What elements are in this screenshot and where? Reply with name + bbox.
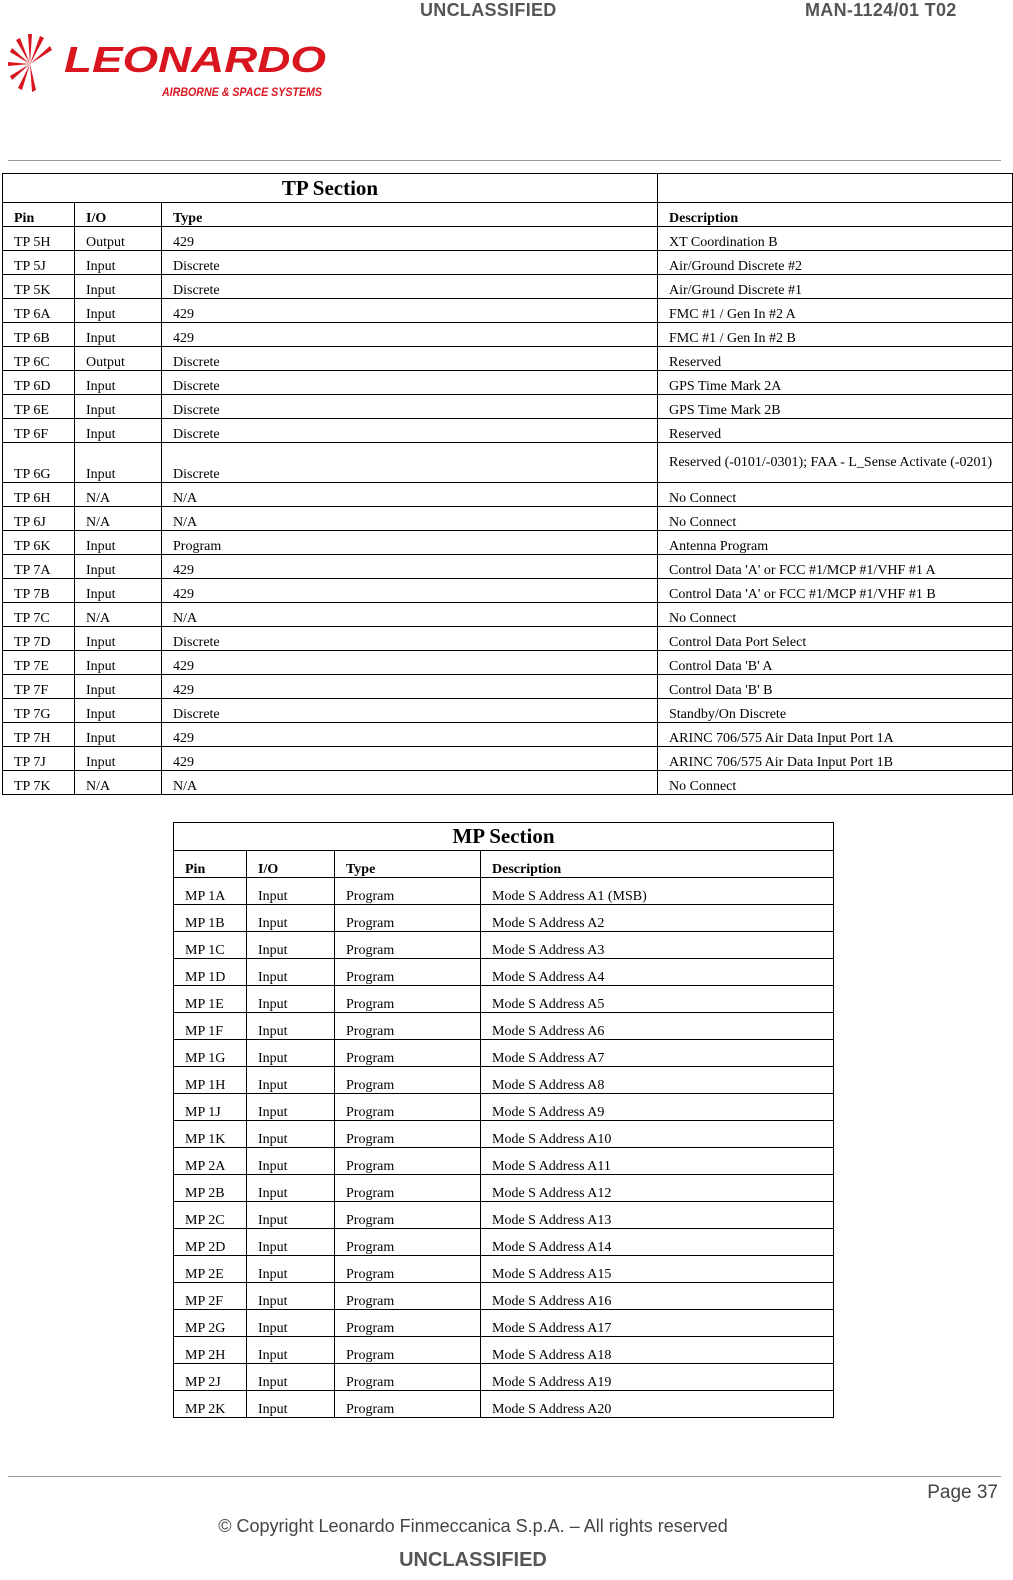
table-row bbox=[174, 959, 834, 986]
table-row bbox=[3, 771, 1013, 795]
copyright-notice: © Copyright Leonardo Finmeccanica S.p.A. – All rights reserved bbox=[218, 1516, 728, 1536]
tp-cell-pin: TP 7C bbox=[3, 603, 75, 627]
mp-cell-pin: MP 1J bbox=[174, 1094, 247, 1121]
mp-cell-description: Mode S Address A6 bbox=[481, 1013, 834, 1040]
tp-cell-io: Input bbox=[75, 419, 162, 443]
table-row bbox=[174, 1283, 834, 1310]
tp-cell-description: Control Data 'A' or FCC #1/MCP #1/VHF #1 A bbox=[658, 555, 1013, 579]
table-row bbox=[174, 1391, 834, 1418]
page-number: Page 37 bbox=[927, 1482, 998, 1503]
tp-cell-io: N/A bbox=[75, 771, 162, 795]
mp-cell-description: Mode S Address A1 (MSB) bbox=[481, 878, 834, 905]
mp-cell-pin: MP 1D bbox=[174, 959, 247, 986]
mp-cell-pin: MP 1E bbox=[174, 986, 247, 1013]
mp-cell-pin: MP 1K bbox=[174, 1121, 247, 1148]
table-row bbox=[3, 675, 1013, 699]
tp-cell-type: Discrete bbox=[162, 443, 658, 483]
mp-cell-type: Program bbox=[335, 1148, 481, 1175]
mp-cell-io: Input bbox=[247, 1121, 335, 1148]
mp-cell-io: Input bbox=[247, 1040, 335, 1067]
mp-cell-pin: MP 2H bbox=[174, 1337, 247, 1364]
header-document-number: MAN-1124/01 T02 bbox=[805, 0, 957, 20]
table-row bbox=[3, 299, 1013, 323]
tp-cell-pin: TP 6A bbox=[3, 299, 75, 323]
tp-title-blank-cell bbox=[658, 174, 1013, 203]
tp-cell-type: 429 bbox=[162, 579, 658, 603]
tp-cell-io: N/A bbox=[75, 483, 162, 507]
tp-cell-type: Discrete bbox=[162, 627, 658, 651]
mp-cell-io: Input bbox=[247, 1364, 335, 1391]
mp-cell-pin: MP 2F bbox=[174, 1283, 247, 1310]
tp-cell-type: Discrete bbox=[162, 419, 658, 443]
tp-cell-io: Input bbox=[75, 395, 162, 419]
tp-cell-io: Input bbox=[75, 747, 162, 771]
tp-cell-io: Input bbox=[75, 555, 162, 579]
mp-cell-type: Program bbox=[335, 1337, 481, 1364]
tp-cell-type: 429 bbox=[162, 723, 658, 747]
tp-title-row bbox=[3, 174, 1013, 203]
mp-cell-type: Program bbox=[335, 1364, 481, 1391]
tp-cell-pin: TP 6C bbox=[3, 347, 75, 371]
mp-cell-pin: MP 1C bbox=[174, 932, 247, 959]
mp-cell-type: Program bbox=[335, 878, 481, 905]
tp-cell-pin: TP 6F bbox=[3, 419, 75, 443]
table-row bbox=[174, 932, 834, 959]
tp-cell-description: Reserved bbox=[658, 347, 1013, 371]
tp-cell-description: Reserved bbox=[658, 419, 1013, 443]
tp-cell-pin: TP 7D bbox=[3, 627, 75, 651]
mp-cell-io: Input bbox=[247, 959, 335, 986]
table-row bbox=[3, 323, 1013, 347]
tp-cell-type: Discrete bbox=[162, 371, 658, 395]
tp-cell-pin: TP 6B bbox=[3, 323, 75, 347]
tp-cell-type: 429 bbox=[162, 651, 658, 675]
mp-cell-io: Input bbox=[247, 905, 335, 932]
mp-cell-type: Program bbox=[335, 1067, 481, 1094]
tp-cell-type: N/A bbox=[162, 483, 658, 507]
table-row bbox=[174, 1040, 834, 1067]
tp-header-row bbox=[3, 203, 1013, 227]
table-row bbox=[174, 1094, 834, 1121]
mp-cell-io: Input bbox=[247, 1067, 335, 1094]
tp-cell-io: Output bbox=[75, 227, 162, 251]
mp-cell-description: Mode S Address A17 bbox=[481, 1310, 834, 1337]
leonardo-logo bbox=[6, 32, 336, 102]
mp-cell-type: Program bbox=[335, 1283, 481, 1310]
column-header-description: Description bbox=[481, 851, 834, 878]
column-header-pin: Pin bbox=[3, 203, 75, 227]
tp-cell-description: Reserved (-0101/-0301); FAA - L_Sense Activate (-0201) bbox=[658, 443, 1013, 483]
mp-cell-pin: MP 2J bbox=[174, 1364, 247, 1391]
column-header-pin: Pin bbox=[174, 851, 247, 878]
mp-header-row bbox=[174, 851, 834, 878]
table-row bbox=[174, 1148, 834, 1175]
mp-cell-description: Mode S Address A11 bbox=[481, 1148, 834, 1175]
tp-cell-pin: TP 7B bbox=[3, 579, 75, 603]
table-row bbox=[3, 419, 1013, 443]
mp-cell-description: Mode S Address A19 bbox=[481, 1364, 834, 1391]
table-row bbox=[174, 1175, 834, 1202]
tp-cell-io: N/A bbox=[75, 507, 162, 531]
footer-classification: UNCLASSIFIED bbox=[399, 1549, 547, 1571]
mp-cell-pin: MP 2E bbox=[174, 1256, 247, 1283]
mp-cell-type: Program bbox=[335, 1094, 481, 1121]
mp-cell-type: Program bbox=[335, 932, 481, 959]
mp-cell-description: Mode S Address A20 bbox=[481, 1391, 834, 1418]
tp-cell-pin: TP 7K bbox=[3, 771, 75, 795]
tp-cell-io: Output bbox=[75, 347, 162, 371]
table-row bbox=[3, 627, 1013, 651]
header-divider bbox=[8, 160, 1001, 161]
mp-cell-io: Input bbox=[247, 1310, 335, 1337]
mp-cell-type: Program bbox=[335, 1013, 481, 1040]
tp-cell-type: N/A bbox=[162, 507, 658, 531]
table-row bbox=[3, 507, 1013, 531]
mp-cell-description: Mode S Address A8 bbox=[481, 1067, 834, 1094]
tp-section-title: TP Section bbox=[3, 174, 658, 203]
logo-wordmark: LEONARDO bbox=[64, 39, 326, 80]
header-classification: UNCLASSIFIED bbox=[420, 0, 557, 20]
leonardo-emblem-icon bbox=[8, 34, 52, 92]
tp-cell-io: Input bbox=[75, 251, 162, 275]
tp-cell-description: Air/Ground Discrete #1 bbox=[658, 275, 1013, 299]
tp-cell-io: Input bbox=[75, 323, 162, 347]
tp-cell-pin: TP 6K bbox=[3, 531, 75, 555]
mp-cell-io: Input bbox=[247, 932, 335, 959]
tp-cell-pin: TP 6E bbox=[3, 395, 75, 419]
table-row bbox=[3, 443, 1013, 483]
mp-cell-description: Mode S Address A10 bbox=[481, 1121, 834, 1148]
tp-cell-type: Discrete bbox=[162, 699, 658, 723]
mp-cell-pin: MP 2D bbox=[174, 1229, 247, 1256]
tp-cell-description: No Connect bbox=[658, 483, 1013, 507]
tp-cell-pin: TP 6G bbox=[3, 443, 75, 483]
tp-cell-description: Control Data 'B' B bbox=[658, 675, 1013, 699]
mp-cell-type: Program bbox=[335, 1175, 481, 1202]
mp-section-title: MP Section bbox=[174, 823, 834, 851]
table-row bbox=[3, 251, 1013, 275]
tp-section-table bbox=[2, 173, 1013, 795]
table-row bbox=[174, 1067, 834, 1094]
tp-cell-type: Discrete bbox=[162, 275, 658, 299]
tp-cell-io: Input bbox=[75, 627, 162, 651]
table-row bbox=[174, 1310, 834, 1337]
column-header-io: I/O bbox=[75, 203, 162, 227]
table-row bbox=[3, 555, 1013, 579]
mp-cell-description: Mode S Address A5 bbox=[481, 986, 834, 1013]
mp-cell-io: Input bbox=[247, 1391, 335, 1418]
table-row bbox=[174, 905, 834, 932]
table-row bbox=[3, 699, 1013, 723]
mp-cell-type: Program bbox=[335, 1121, 481, 1148]
mp-cell-description: Mode S Address A9 bbox=[481, 1094, 834, 1121]
tp-cell-description: Air/Ground Discrete #2 bbox=[658, 251, 1013, 275]
table-row bbox=[3, 483, 1013, 507]
mp-cell-pin: MP 2G bbox=[174, 1310, 247, 1337]
tp-cell-description: Antenna Program bbox=[658, 531, 1013, 555]
mp-cell-description: Mode S Address A7 bbox=[481, 1040, 834, 1067]
tp-cell-type: 429 bbox=[162, 323, 658, 347]
table-row bbox=[3, 531, 1013, 555]
logo-subtitle: AIRBORNE & SPACE SYSTEMS bbox=[161, 87, 323, 99]
tp-cell-pin: TP 5J bbox=[3, 251, 75, 275]
table-row bbox=[3, 579, 1013, 603]
column-header-io: I/O bbox=[247, 851, 335, 878]
mp-cell-io: Input bbox=[247, 1283, 335, 1310]
mp-cell-io: Input bbox=[247, 1337, 335, 1364]
tp-cell-pin: TP 7G bbox=[3, 699, 75, 723]
mp-cell-type: Program bbox=[335, 1256, 481, 1283]
mp-cell-pin: MP 1F bbox=[174, 1013, 247, 1040]
mp-cell-pin: MP 1G bbox=[174, 1040, 247, 1067]
table-row bbox=[3, 747, 1013, 771]
table-row bbox=[174, 878, 834, 905]
tp-cell-description: GPS Time Mark 2A bbox=[658, 371, 1013, 395]
tp-cell-io: Input bbox=[75, 299, 162, 323]
mp-cell-description: Mode S Address A3 bbox=[481, 932, 834, 959]
table-row bbox=[174, 1256, 834, 1283]
mp-title-row bbox=[174, 823, 834, 851]
mp-cell-pin: MP 1H bbox=[174, 1067, 247, 1094]
tp-cell-type: 429 bbox=[162, 299, 658, 323]
tp-cell-pin: TP 7F bbox=[3, 675, 75, 699]
tp-cell-type: Program bbox=[162, 531, 658, 555]
tp-cell-description: No Connect bbox=[658, 603, 1013, 627]
tp-cell-description: Control Data 'B' A bbox=[658, 651, 1013, 675]
tp-cell-pin: TP 6H bbox=[3, 483, 75, 507]
tp-cell-description: ARINC 706/575 Air Data Input Port 1B bbox=[658, 747, 1013, 771]
mp-cell-type: Program bbox=[335, 1040, 481, 1067]
tp-cell-io: Input bbox=[75, 651, 162, 675]
mp-cell-io: Input bbox=[247, 878, 335, 905]
tp-cell-io: Input bbox=[75, 699, 162, 723]
mp-cell-pin: MP 1A bbox=[174, 878, 247, 905]
tp-cell-description: FMC #1 / Gen In #2 A bbox=[658, 299, 1013, 323]
tp-cell-type: 429 bbox=[162, 675, 658, 699]
mp-cell-io: Input bbox=[247, 1202, 335, 1229]
tp-cell-pin: TP 5K bbox=[3, 275, 75, 299]
table-row bbox=[3, 275, 1013, 299]
tp-cell-io: Input bbox=[75, 579, 162, 603]
tp-cell-type: Discrete bbox=[162, 347, 658, 371]
tp-cell-description: FMC #1 / Gen In #2 B bbox=[658, 323, 1013, 347]
mp-cell-type: Program bbox=[335, 986, 481, 1013]
column-header-type: Type bbox=[335, 851, 481, 878]
tp-cell-description: Control Data Port Select bbox=[658, 627, 1013, 651]
tp-cell-pin: TP 7H bbox=[3, 723, 75, 747]
mp-cell-description: Mode S Address A16 bbox=[481, 1283, 834, 1310]
tp-cell-description: ARINC 706/575 Air Data Input Port 1A bbox=[658, 723, 1013, 747]
table-row bbox=[174, 1364, 834, 1391]
mp-cell-pin: MP 2C bbox=[174, 1202, 247, 1229]
tp-cell-type: N/A bbox=[162, 771, 658, 795]
tp-cell-io: N/A bbox=[75, 603, 162, 627]
tp-cell-pin: TP 7A bbox=[3, 555, 75, 579]
mp-cell-type: Program bbox=[335, 1310, 481, 1337]
tp-cell-io: Input bbox=[75, 531, 162, 555]
tp-cell-io: Input bbox=[75, 275, 162, 299]
mp-cell-description: Mode S Address A13 bbox=[481, 1202, 834, 1229]
tp-cell-description: No Connect bbox=[658, 771, 1013, 795]
mp-cell-pin: MP 2A bbox=[174, 1148, 247, 1175]
tp-cell-description: Standby/On Discrete bbox=[658, 699, 1013, 723]
mp-cell-io: Input bbox=[247, 1175, 335, 1202]
tp-cell-io: Input bbox=[75, 443, 162, 483]
table-row bbox=[3, 371, 1013, 395]
tp-cell-type: N/A bbox=[162, 603, 658, 627]
mp-cell-pin: MP 1B bbox=[174, 905, 247, 932]
tp-cell-io: Input bbox=[75, 723, 162, 747]
mp-cell-type: Program bbox=[335, 1391, 481, 1418]
mp-cell-type: Program bbox=[335, 1202, 481, 1229]
mp-cell-description: Mode S Address A18 bbox=[481, 1337, 834, 1364]
mp-cell-pin: MP 2K bbox=[174, 1391, 247, 1418]
mp-section-table bbox=[173, 822, 834, 1418]
table-row bbox=[174, 1229, 834, 1256]
table-row bbox=[3, 347, 1013, 371]
mp-cell-pin: MP 2B bbox=[174, 1175, 247, 1202]
tp-cell-description: GPS Time Mark 2B bbox=[658, 395, 1013, 419]
tp-cell-type: Discrete bbox=[162, 251, 658, 275]
mp-cell-description: Mode S Address A15 bbox=[481, 1256, 834, 1283]
table-row bbox=[3, 723, 1013, 747]
mp-cell-description: Mode S Address A14 bbox=[481, 1229, 834, 1256]
tp-cell-description: XT Coordination B bbox=[658, 227, 1013, 251]
column-header-type: Type bbox=[162, 203, 658, 227]
tp-cell-type: Discrete bbox=[162, 395, 658, 419]
table-row bbox=[174, 1121, 834, 1148]
table-row bbox=[3, 227, 1013, 251]
mp-cell-description: Mode S Address A4 bbox=[481, 959, 834, 986]
table-row bbox=[3, 395, 1013, 419]
table-row bbox=[3, 651, 1013, 675]
table-row bbox=[174, 1202, 834, 1229]
tp-cell-pin: TP 6D bbox=[3, 371, 75, 395]
tp-cell-io: Input bbox=[75, 371, 162, 395]
mp-cell-io: Input bbox=[247, 1229, 335, 1256]
tp-cell-pin: TP 7E bbox=[3, 651, 75, 675]
tp-cell-type: 429 bbox=[162, 747, 658, 771]
table-row bbox=[174, 1013, 834, 1040]
tp-cell-pin: TP 7J bbox=[3, 747, 75, 771]
mp-cell-io: Input bbox=[247, 1256, 335, 1283]
table-row bbox=[174, 986, 834, 1013]
table-row bbox=[3, 603, 1013, 627]
tp-cell-type: 429 bbox=[162, 227, 658, 251]
tp-cell-pin: TP 6J bbox=[3, 507, 75, 531]
column-header-description: Description bbox=[658, 203, 1013, 227]
footer-divider bbox=[8, 1476, 1001, 1477]
mp-cell-description: Mode S Address A2 bbox=[481, 905, 834, 932]
mp-cell-type: Program bbox=[335, 1229, 481, 1256]
mp-cell-io: Input bbox=[247, 1148, 335, 1175]
mp-cell-io: Input bbox=[247, 986, 335, 1013]
tp-cell-io: Input bbox=[75, 675, 162, 699]
mp-cell-io: Input bbox=[247, 1013, 335, 1040]
table-row bbox=[174, 1337, 834, 1364]
tp-cell-type: 429 bbox=[162, 555, 658, 579]
tp-cell-description: No Connect bbox=[658, 507, 1013, 531]
mp-cell-type: Program bbox=[335, 905, 481, 932]
mp-cell-type: Program bbox=[335, 959, 481, 986]
tp-cell-description: Control Data 'A' or FCC #1/MCP #1/VHF #1 B bbox=[658, 579, 1013, 603]
tp-cell-pin: TP 5H bbox=[3, 227, 75, 251]
mp-cell-description: Mode S Address A12 bbox=[481, 1175, 834, 1202]
mp-cell-io: Input bbox=[247, 1094, 335, 1121]
